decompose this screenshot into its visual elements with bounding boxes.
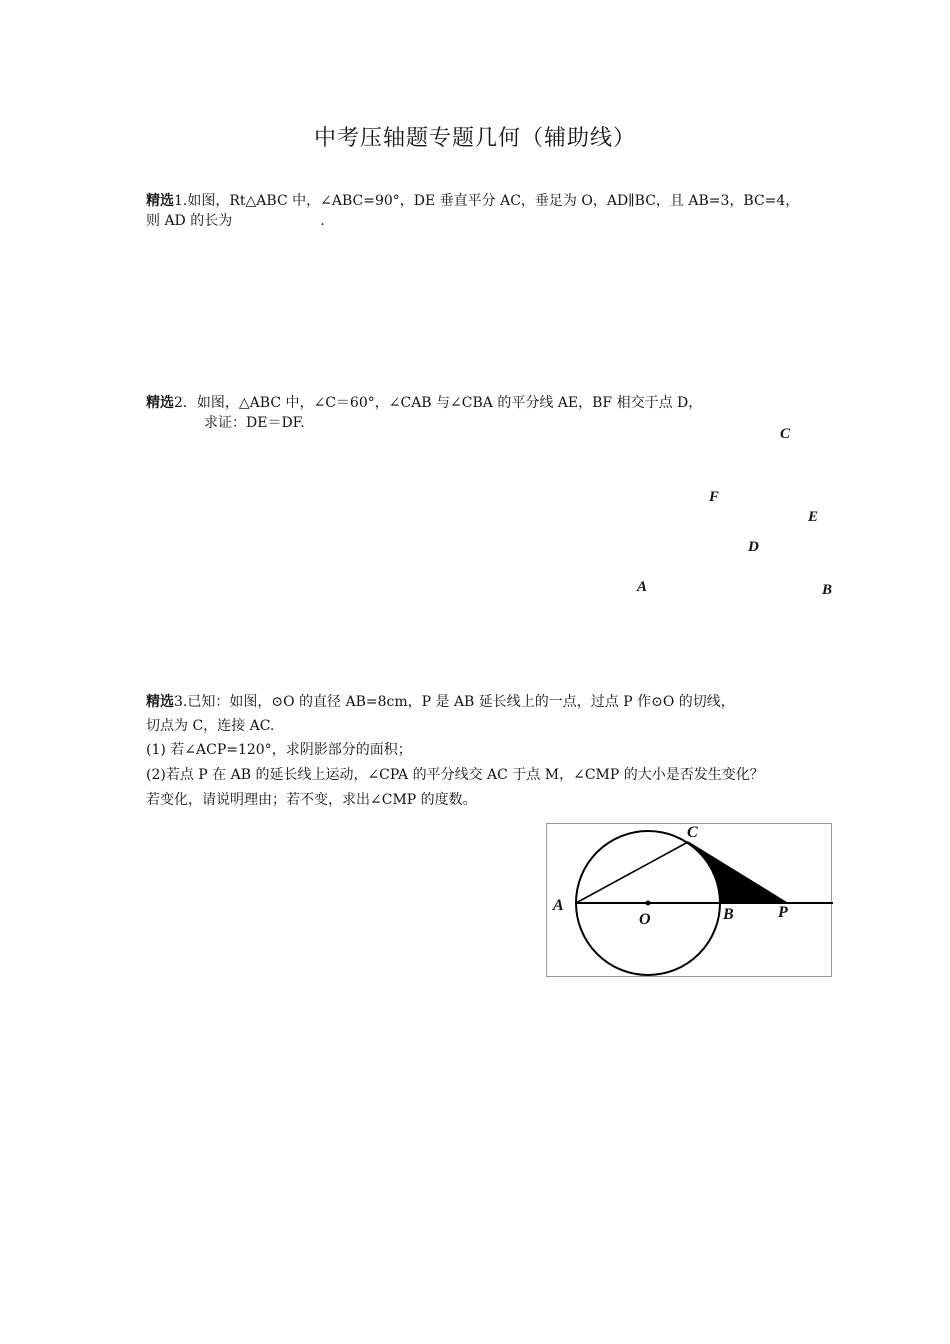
chord-ac <box>576 842 688 903</box>
problem2-label: 精选 <box>146 395 174 411</box>
point-label-b: B <box>822 582 833 598</box>
problem2-line2: 求证：DE＝DF. <box>204 415 305 431</box>
problem2-line1 <box>146 393 702 413</box>
figure-label-p: P <box>778 904 788 921</box>
point-label-c: C <box>780 426 791 442</box>
page-title: 中考压轴题专题几何（辅助线） <box>313 126 636 151</box>
problem1-question: 则 AD 的长为 <box>146 213 233 229</box>
problem3-label: 精选 <box>146 694 174 710</box>
problem3-line1 <box>146 692 735 712</box>
problem1-line1 <box>146 191 799 211</box>
problem2-text: 2．如图，△ABC 中，∠C＝60°，∠CAB 与∠CBA 的平分线 AE，BF 相交于点 D， <box>174 395 703 411</box>
problem3-line2: 切点为 C，连接 AC. <box>146 718 275 734</box>
figure-label-b: B <box>723 906 734 923</box>
figure-label-o: O <box>639 911 651 928</box>
center-point-o <box>646 901 651 906</box>
point-label-e: E <box>808 509 819 525</box>
problem3-line3: (1) 若∠ACP=120°，求阴影部分的面积； <box>146 742 412 758</box>
problem1-line2 <box>146 211 325 231</box>
figure-svg <box>547 824 833 978</box>
figure-label-a: A <box>553 897 564 914</box>
problem1-label: 精选 <box>146 193 174 209</box>
problem1-period: . <box>320 213 325 229</box>
problem3-line5: 若变化，请说明理由；若不变，求出∠CMP 的度数。 <box>146 792 477 808</box>
problem3-text: 3.已知：如图，⊙O 的直径 AB=8cm，P 是 AB 延长线上的一点，过点 P 作⊙O 的切线， <box>174 694 735 710</box>
point-label-a: A <box>637 579 648 595</box>
point-label-f: F <box>709 489 720 505</box>
point-label-d: D <box>748 539 759 555</box>
problem3-line4: (2)若点 P 在 AB 的延长线上运动，∠CPA 的平分线交 AC 于点 M，∠CMP 的大小是否发生变化？ <box>146 767 764 783</box>
problem1-text: 1.如图，Rt△ABC 中，∠ABC=90°，DE 垂直平分 AC，垂足为 O，AD∥BC，且 AB=3，BC=4， <box>174 193 800 209</box>
figure-label-c: C <box>687 824 698 841</box>
circle-tangent-figure <box>546 823 832 977</box>
